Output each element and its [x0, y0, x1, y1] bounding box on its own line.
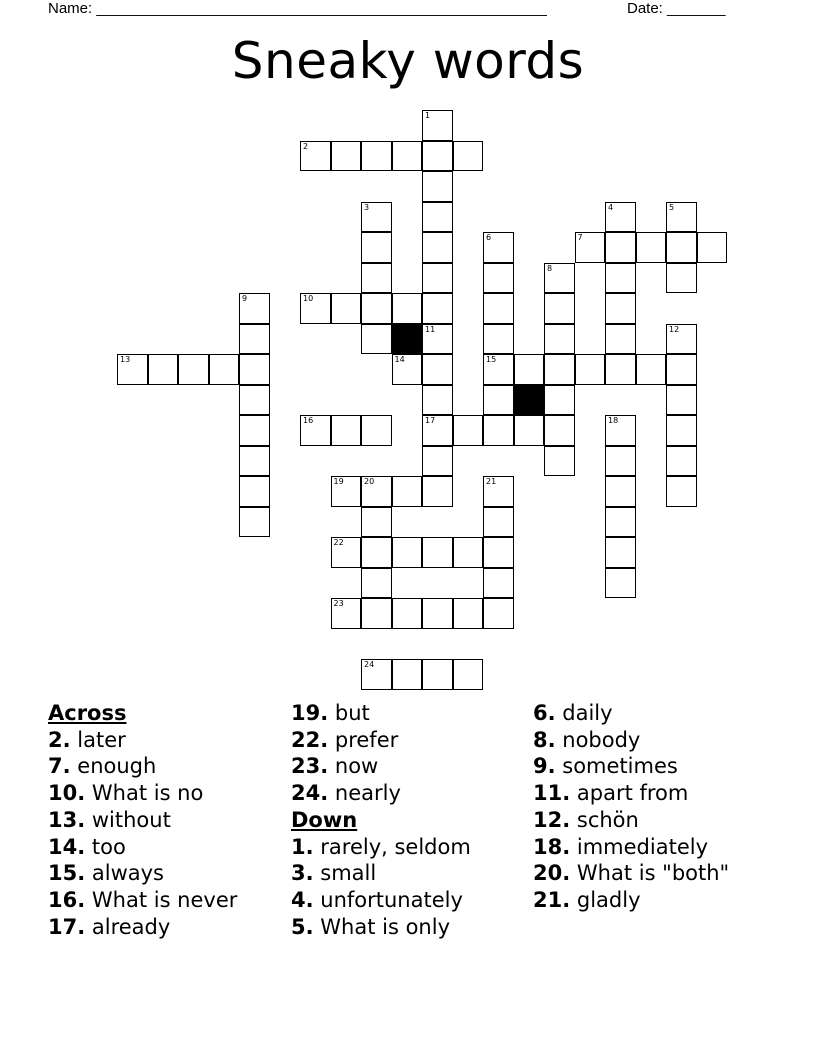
grid-cell[interactable]	[483, 324, 514, 355]
clue-item	[48, 753, 237, 780]
clue-number-label: 11.	[533, 781, 571, 806]
grid-cell[interactable]	[239, 293, 270, 324]
clue-number-label: 19.	[291, 701, 329, 725]
grid-cell[interactable]	[605, 232, 636, 263]
grid-cell[interactable]	[239, 354, 270, 385]
date-field-label: Date: _______	[627, 0, 726, 17]
grid-cell[interactable]	[575, 232, 606, 263]
grid-cell[interactable]	[605, 324, 636, 355]
clue-number: 22	[333, 538, 344, 547]
grid-cell[interactable]	[392, 141, 423, 172]
grid-cell[interactable]	[392, 354, 423, 385]
grid-cell[interactable]	[666, 415, 697, 446]
clue-item	[48, 727, 237, 754]
grid-cell[interactable]	[483, 415, 514, 446]
clue-number: 19	[333, 477, 344, 486]
grid-cell[interactable]	[361, 476, 392, 507]
grid-cell[interactable]	[392, 598, 423, 629]
clue-item	[533, 780, 729, 807]
down-heading: Down	[291, 807, 358, 832]
grid-cell[interactable]	[483, 354, 514, 385]
clue-text: enough	[70, 754, 157, 779]
grid-cell[interactable]	[666, 232, 697, 263]
grid-cell[interactable]	[361, 232, 392, 263]
grid-cell[interactable]	[422, 385, 453, 416]
grid-cell[interactable]	[361, 659, 392, 690]
clue-item	[291, 834, 471, 861]
grid-cell[interactable]	[422, 354, 453, 385]
clue-item	[48, 834, 237, 861]
grid-cell[interactable]	[544, 354, 575, 385]
grid-cell[interactable]	[361, 568, 392, 599]
grid-cell[interactable]	[422, 598, 453, 629]
clue-number: 18	[608, 416, 619, 425]
clue-item	[291, 887, 471, 914]
clue-item	[533, 753, 729, 780]
clue-number-label: 18.	[533, 834, 571, 859]
clue-item	[291, 753, 471, 780]
clue-number-label: 16.	[48, 887, 86, 912]
clue-number-label: 24.	[291, 781, 329, 806]
clue-number: 21	[486, 477, 497, 486]
clue-item	[533, 860, 729, 887]
grid-cell[interactable]	[666, 385, 697, 416]
clue-number-label: 14.	[48, 834, 86, 859]
clue-text: apart from	[570, 781, 689, 806]
clue-text: What is "both"	[570, 861, 730, 886]
clue-number: 2	[303, 141, 309, 151]
grid-cell[interactable]	[544, 263, 575, 294]
grid-cell[interactable]	[605, 202, 636, 233]
clue-number: 23	[333, 599, 344, 608]
grid-cell[interactable]	[453, 141, 484, 172]
grid-cell[interactable]	[392, 659, 423, 690]
grid-cell[interactable]	[422, 232, 453, 263]
across-clue-list	[48, 727, 237, 941]
grid-cell[interactable]	[605, 476, 636, 507]
grid-cell[interactable]	[392, 476, 423, 507]
black-square	[392, 324, 423, 355]
clue-text: immediately	[570, 834, 708, 859]
grid-cell[interactable]	[239, 446, 270, 477]
grid-cell[interactable]	[300, 293, 331, 324]
clue-item	[291, 914, 471, 941]
grid-cell[interactable]	[422, 141, 453, 172]
clue-number: 17	[425, 416, 436, 425]
grid-cell[interactable]	[361, 263, 392, 294]
clue-number-label: 13.	[48, 807, 86, 832]
clue-text: daily	[555, 701, 613, 725]
clue-number: 6	[486, 233, 492, 242]
puzzle-title: Sneaky words	[231, 32, 585, 90]
down-clue-list-continued	[533, 700, 729, 914]
clue-number-label: 2.	[48, 727, 71, 752]
clue-number-label: 20.	[533, 861, 571, 886]
clues-column-2	[291, 700, 471, 940]
clue-item	[533, 727, 729, 754]
grid-cell[interactable]	[422, 537, 453, 568]
clue-number: 12	[669, 324, 680, 334]
clue-number-label: 22.	[291, 727, 329, 752]
clues-column-3	[533, 700, 729, 914]
grid-cell[interactable]	[239, 385, 270, 416]
grid-cell[interactable]	[575, 354, 606, 385]
clue-text: gladly	[570, 887, 641, 912]
grid-cell[interactable]	[300, 141, 331, 172]
grid-cell[interactable]	[636, 232, 667, 263]
grid-cell[interactable]	[636, 354, 667, 385]
clue-number: 16	[303, 416, 314, 425]
grid-cell[interactable]	[422, 171, 453, 202]
grid-cell[interactable]	[544, 446, 575, 477]
grid-cell[interactable]	[148, 354, 179, 385]
clue-text: nobody	[555, 727, 641, 752]
clue-text: nearly	[328, 781, 401, 806]
clue-number: 14	[394, 355, 405, 364]
grid-cell[interactable]	[117, 354, 148, 385]
grid-cell[interactable]	[544, 324, 575, 355]
grid-cell[interactable]	[453, 537, 484, 568]
grid-cell[interactable]	[239, 324, 270, 355]
grid-cell[interactable]	[483, 598, 514, 629]
grid-cell[interactable]	[453, 415, 484, 446]
clue-number: 3	[364, 202, 370, 212]
grid-cell[interactable]	[544, 415, 575, 446]
grid-cell[interactable]	[605, 507, 636, 538]
grid-cell[interactable]	[331, 598, 362, 629]
down-clue-list	[291, 834, 471, 941]
clue-text: small	[313, 861, 377, 886]
grid-cell[interactable]	[422, 415, 453, 446]
grid-cell[interactable]	[666, 476, 697, 507]
grid-cell[interactable]	[697, 232, 728, 263]
clue-number: 10	[303, 294, 314, 303]
grid-cell[interactable]	[422, 263, 453, 294]
grid-cell[interactable]	[331, 537, 362, 568]
grid-cell[interactable]	[300, 415, 331, 446]
grid-cell[interactable]	[361, 415, 392, 446]
clue-number: 5	[669, 202, 675, 212]
grid-cell[interactable]	[422, 476, 453, 507]
clue-number-label: 8.	[533, 727, 556, 752]
grid-cell[interactable]	[666, 324, 697, 355]
clue-text: prefer	[328, 727, 399, 752]
grid-cell[interactable]	[361, 507, 392, 538]
grid-cell[interactable]	[392, 293, 423, 324]
clue-number-label: 12.	[533, 807, 571, 832]
grid-cell[interactable]	[605, 537, 636, 568]
clue-text: too	[85, 834, 126, 859]
grid-cell[interactable]	[178, 354, 209, 385]
grid-cell[interactable]	[666, 263, 697, 294]
grid-cell[interactable]	[483, 568, 514, 599]
name-field-label: Name: ______________________________________________________	[48, 0, 547, 17]
grid-cell[interactable]	[392, 537, 423, 568]
clue-item	[291, 780, 471, 807]
grid-cell[interactable]	[483, 537, 514, 568]
clue-item	[533, 834, 729, 861]
across-clue-list-continued	[291, 700, 471, 807]
clue-text: unfortunately	[313, 887, 463, 912]
clue-text: rarely, seldom	[313, 834, 471, 859]
grid-cell[interactable]	[422, 324, 453, 355]
clue-number-label: 5.	[291, 914, 314, 939]
clue-number: 7	[577, 233, 583, 242]
clue-text: sometimes	[555, 754, 678, 779]
grid-cell[interactable]	[514, 415, 545, 446]
clue-item	[533, 887, 729, 914]
clue-item	[533, 700, 729, 727]
clue-text: always	[85, 861, 164, 886]
grid-cell[interactable]	[361, 598, 392, 629]
clue-number-label: 4.	[291, 887, 314, 912]
clue-number: 4	[608, 202, 614, 212]
clue-number: 8	[547, 263, 553, 273]
clue-number: 11	[425, 324, 436, 334]
grid-cell[interactable]	[422, 659, 453, 690]
clue-item	[533, 807, 729, 834]
grid-cell[interactable]	[666, 354, 697, 385]
clue-text: What is no	[85, 781, 204, 806]
clue-number-label: 21.	[533, 887, 571, 912]
clue-text: now	[328, 754, 379, 779]
grid-cell[interactable]	[483, 385, 514, 416]
clue-number-label: 6.	[533, 701, 556, 725]
grid-cell[interactable]	[361, 202, 392, 233]
grid-cell[interactable]	[605, 568, 636, 599]
grid-cell[interactable]	[605, 354, 636, 385]
grid-cell[interactable]	[239, 507, 270, 538]
clue-number: 24	[364, 660, 375, 669]
clue-text: What is never	[85, 887, 238, 912]
clue-number-label: 17.	[48, 914, 86, 939]
clue-number: 13	[120, 355, 131, 364]
grid-cell[interactable]	[666, 202, 697, 233]
grid-cell[interactable]	[331, 141, 362, 172]
grid-cell[interactable]	[239, 415, 270, 446]
clue-text: already	[85, 914, 171, 939]
clue-number-label: 10.	[48, 781, 86, 806]
clue-item	[48, 914, 237, 941]
clue-number-label: 15.	[48, 861, 86, 886]
grid-cell[interactable]	[605, 293, 636, 324]
clue-number: 1	[425, 111, 431, 120]
clue-number: 20	[364, 477, 375, 486]
clue-text: What is only	[313, 914, 450, 939]
grid-cell[interactable]	[544, 385, 575, 416]
clue-number-label: 7.	[48, 754, 71, 779]
grid-cell[interactable]	[239, 476, 270, 507]
grid-cell[interactable]	[331, 476, 362, 507]
grid-cell[interactable]	[483, 507, 514, 538]
clue-item	[48, 887, 237, 914]
clue-number: 9	[242, 294, 248, 303]
clue-number-label: 23.	[291, 754, 329, 779]
grid-cell[interactable]	[483, 476, 514, 507]
grid-cell[interactable]	[361, 293, 392, 324]
clue-number: 15	[486, 355, 497, 364]
grid-cell[interactable]	[422, 293, 453, 324]
grid-cell[interactable]	[483, 232, 514, 263]
grid-cell[interactable]	[605, 415, 636, 446]
clue-item	[48, 780, 237, 807]
clue-text: schön	[570, 807, 639, 832]
clue-item	[291, 727, 471, 754]
clue-number-label: 1.	[291, 834, 314, 859]
clues-column-1	[48, 700, 237, 940]
grid-cell[interactable]	[361, 324, 392, 355]
grid-cell[interactable]	[453, 598, 484, 629]
clue-text: without	[85, 807, 171, 832]
clue-number-label: 9.	[533, 754, 556, 779]
grid-cell[interactable]	[422, 110, 453, 141]
black-square	[514, 385, 545, 416]
grid-cell[interactable]	[483, 293, 514, 324]
clue-item	[291, 860, 471, 887]
grid-cell[interactable]	[605, 263, 636, 294]
grid-cell[interactable]	[422, 202, 453, 233]
grid-cell[interactable]	[331, 293, 362, 324]
clue-item	[48, 860, 237, 887]
grid-cell[interactable]	[361, 141, 392, 172]
clue-number-label: 3.	[291, 861, 314, 886]
clue-item	[48, 807, 237, 834]
grid-cell[interactable]	[544, 293, 575, 324]
grid-cell[interactable]	[453, 659, 484, 690]
grid-cell[interactable]	[666, 446, 697, 477]
clue-item	[291, 700, 471, 727]
grid-cell[interactable]	[605, 446, 636, 477]
clue-text: later	[70, 727, 126, 752]
grid-cell[interactable]	[483, 263, 514, 294]
grid-cell[interactable]	[514, 354, 545, 385]
clue-text: but	[328, 701, 370, 725]
grid-cell[interactable]	[361, 537, 392, 568]
across-heading: Across	[48, 701, 127, 725]
grid-cell[interactable]	[209, 354, 240, 385]
grid-cell[interactable]	[422, 446, 453, 477]
grid-cell[interactable]	[331, 415, 362, 446]
